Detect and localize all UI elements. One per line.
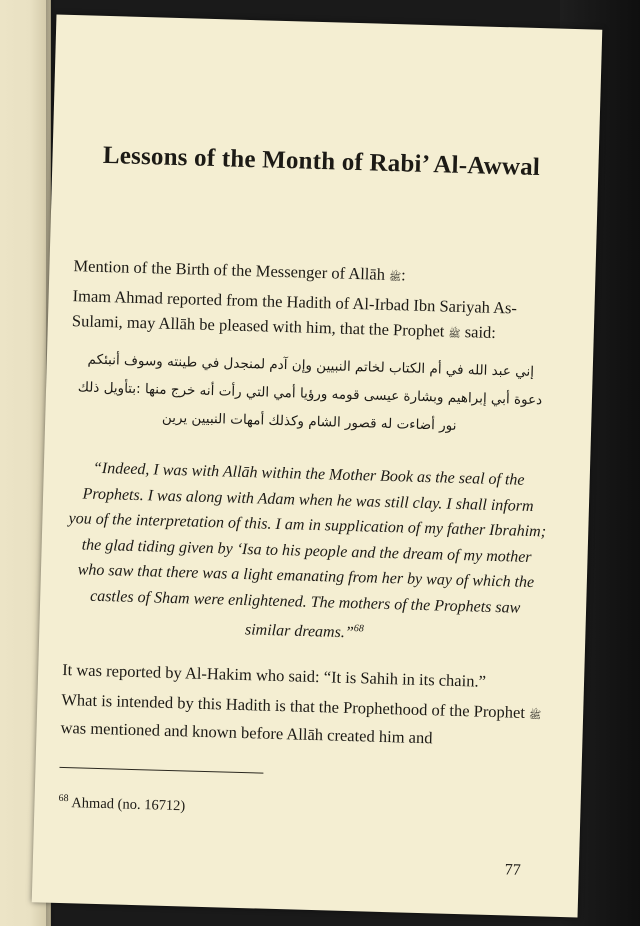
arabic-line: دعوة أبي إبراهيم وبشارة عيسى قومه ورؤيا أمي التي رأت أنه خرج منها :بتأويل ذلك [77, 379, 543, 409]
salutation-symbol: ﷺ [448, 328, 461, 340]
explanation-text: What is intended by this Hadith is that the Prophethood of the Prophet [61, 689, 526, 722]
footnote [58, 793, 185, 815]
book-page [32, 15, 603, 918]
hadith-translation [65, 455, 548, 651]
intro-text: Imam Ahmad reported from the Hadith of Al-Irbad Ibn Sariyah As-Sulami, may Allāh be pleased with him, that the Prophet [71, 286, 518, 341]
footnote-divider [59, 767, 263, 774]
explanation-paragraph [60, 687, 541, 753]
section-heading-text: Mention of the Birth of the Messenger of Allāh [73, 256, 386, 284]
section-heading: Mention of the Birth of the Messenger of Allāh ﷺ: [73, 256, 407, 285]
footnote-reference: 68 [353, 623, 364, 635]
footnote-text: Ahmad (no. 16712) [71, 795, 186, 815]
footnote-number: 68 [58, 792, 69, 805]
intro-paragraph [72, 283, 553, 349]
chapter-title: Lessons of the Month of Rabi’ Al-Awwal [102, 141, 541, 182]
page-number: 77 [504, 861, 522, 879]
reported-by-line: It was reported by Al-Hakim who said: “It is Sahih in its chain.” [61, 659, 487, 691]
salutation-symbol: ﷺ [528, 710, 542, 722]
quote-text: “Indeed, I was with Allāh within the Mother Book as the seal of the Prophets. I was along with Adam when he was still clay. I shall inform you of the interpretation of this. I am in supplication of my father Ibrahim; the glad tiding given by ‘Isa to his people and the dream of my mother who saw that there was a light emanating from her by way of which the castles of Sham were enlightened. The mothers of the Prophets saw similar dreams.” [68, 459, 547, 642]
salutation-symbol: ﷺ [388, 271, 402, 284]
intro-text-end: said: [464, 322, 497, 342]
explanation-text-end: was mentioned and known before Allāh created him and [60, 717, 433, 748]
arabic-line: إني عبد الله في أم الكتاب لخاتم النبيين وإن آدم لمنجدل في طينته وسوف أنبئكم [87, 351, 535, 381]
arabic-line: نور أضاءت له قصور الشام وكذلك أمهات النبيين يرين [161, 409, 457, 434]
